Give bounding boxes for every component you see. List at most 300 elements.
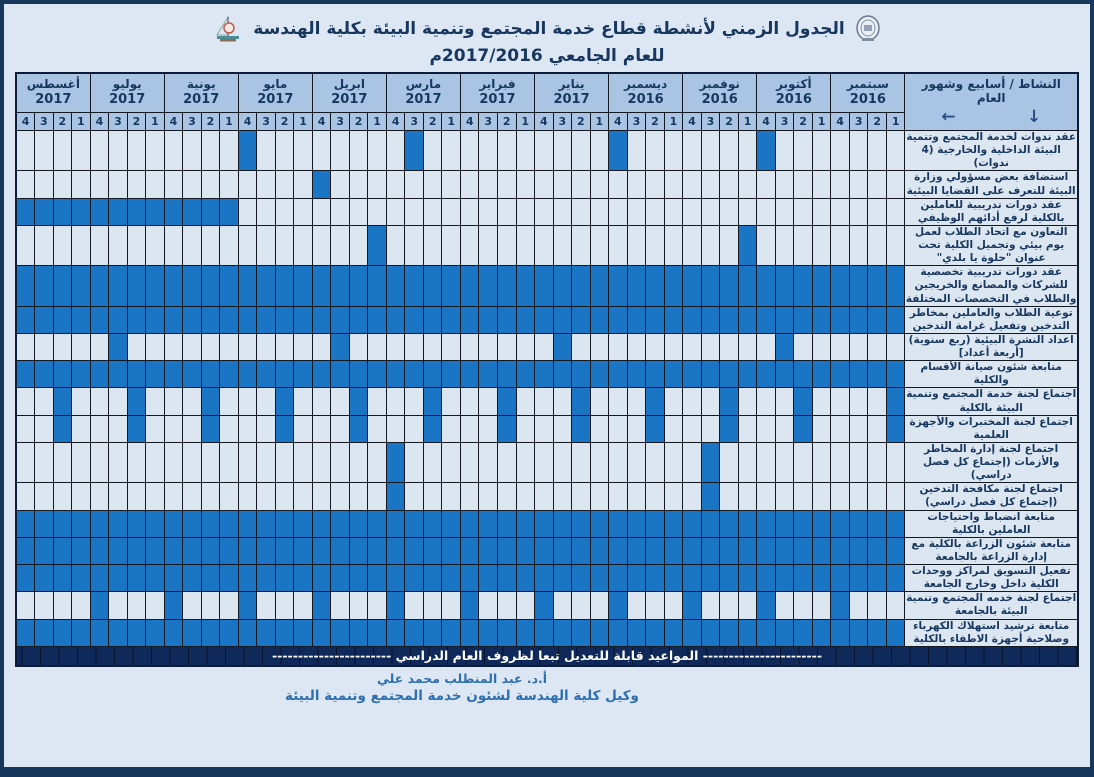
empty-week-cell bbox=[720, 483, 739, 510]
empty-week-cell bbox=[257, 388, 276, 415]
week-number-header: 3 bbox=[331, 113, 350, 131]
empty-week-cell bbox=[405, 225, 424, 265]
scheduled-week-cell bbox=[701, 565, 720, 592]
empty-week-cell bbox=[609, 171, 628, 198]
scheduled-week-cell bbox=[460, 266, 479, 306]
empty-week-cell bbox=[738, 388, 757, 415]
corner-header-label: النشاط / أسابيع وشهور العام bbox=[921, 77, 1061, 105]
activity-label: اجتماع لجنة المختبرات والأجهزة العلمية bbox=[905, 415, 1078, 442]
empty-week-cell bbox=[460, 333, 479, 360]
scheduled-week-cell bbox=[794, 388, 813, 415]
week-number-header: 2 bbox=[497, 113, 516, 131]
activities-months-corner-header bbox=[905, 73, 1078, 131]
empty-week-cell bbox=[701, 388, 720, 415]
scheduled-week-cell bbox=[831, 537, 850, 564]
empty-week-cell bbox=[35, 592, 54, 619]
empty-week-cell bbox=[201, 592, 220, 619]
scheduled-week-cell bbox=[331, 266, 350, 306]
scheduled-week-cell bbox=[53, 388, 72, 415]
empty-week-cell bbox=[849, 171, 868, 198]
signature-block bbox=[0, 671, 1005, 704]
scheduled-week-cell bbox=[683, 592, 702, 619]
empty-week-cell bbox=[738, 333, 757, 360]
scheduled-week-cell bbox=[164, 619, 183, 646]
scheduled-week-cell bbox=[572, 266, 591, 306]
scheduled-week-cell bbox=[90, 537, 109, 564]
empty-week-cell bbox=[775, 592, 794, 619]
activity-label: تفعيل التسويق لمراكز ووحدات الكلية داخل وخارج الجامعة bbox=[905, 565, 1078, 592]
empty-week-cell bbox=[442, 483, 461, 510]
scheduled-week-cell bbox=[646, 388, 665, 415]
activity-label: اجتماع لجنة إدارة المخاطر والأزمات (إجتماع كل فصل دراسي) bbox=[905, 442, 1078, 482]
empty-week-cell bbox=[812, 442, 831, 482]
scheduled-week-cell bbox=[294, 266, 313, 306]
scheduled-week-cell bbox=[183, 619, 202, 646]
empty-week-cell bbox=[146, 483, 165, 510]
scheduled-week-cell bbox=[831, 306, 850, 333]
scheduled-week-cell bbox=[238, 306, 257, 333]
scheduled-week-cell bbox=[386, 361, 405, 388]
scheduled-week-cell bbox=[757, 361, 776, 388]
scheduled-week-cell bbox=[516, 619, 535, 646]
scheduled-week-cell bbox=[812, 537, 831, 564]
scheduled-week-cell bbox=[386, 306, 405, 333]
scheduled-week-cell bbox=[109, 266, 128, 306]
empty-week-cell bbox=[16, 388, 35, 415]
empty-week-cell bbox=[312, 388, 331, 415]
empty-week-cell bbox=[664, 442, 683, 482]
empty-week-cell bbox=[405, 483, 424, 510]
scheduled-week-cell bbox=[868, 537, 887, 564]
scheduled-week-cell bbox=[312, 619, 331, 646]
scheduled-week-cell bbox=[16, 565, 35, 592]
empty-week-cell bbox=[516, 333, 535, 360]
empty-week-cell bbox=[868, 171, 887, 198]
empty-week-cell bbox=[220, 131, 239, 171]
empty-week-cell bbox=[53, 225, 72, 265]
week-number-header: 1 bbox=[294, 113, 313, 131]
scheduled-week-cell bbox=[497, 415, 516, 442]
scheduled-week-cell bbox=[572, 388, 591, 415]
scheduled-week-cell bbox=[127, 198, 146, 225]
empty-week-cell bbox=[442, 415, 461, 442]
scheduled-week-cell bbox=[683, 266, 702, 306]
empty-week-cell bbox=[368, 415, 387, 442]
scheduled-week-cell bbox=[683, 565, 702, 592]
empty-week-cell bbox=[35, 415, 54, 442]
empty-week-cell bbox=[572, 198, 591, 225]
empty-week-cell bbox=[535, 131, 554, 171]
empty-week-cell bbox=[868, 198, 887, 225]
activity-label: توعية الطلاب والعاملين بمخاطر التدخين وتفعيل غرامة التدخين bbox=[905, 306, 1078, 333]
month-header bbox=[535, 73, 609, 113]
scheduled-week-cell bbox=[183, 510, 202, 537]
scheduled-week-cell bbox=[90, 510, 109, 537]
empty-week-cell bbox=[738, 198, 757, 225]
scheduled-week-cell bbox=[35, 565, 54, 592]
activity-label: عقد دورات تدريبية للعاملين بالكلية لرفع أدائهم الوظيفي bbox=[905, 198, 1078, 225]
empty-week-cell bbox=[590, 483, 609, 510]
scheduled-week-cell bbox=[609, 592, 628, 619]
scheduled-week-cell bbox=[794, 266, 813, 306]
scheduled-week-cell bbox=[164, 306, 183, 333]
empty-week-cell bbox=[794, 198, 813, 225]
empty-week-cell bbox=[535, 415, 554, 442]
scheduled-week-cell bbox=[183, 565, 202, 592]
scheduled-week-cell bbox=[627, 510, 646, 537]
scheduled-week-cell bbox=[849, 565, 868, 592]
scheduled-week-cell bbox=[90, 361, 109, 388]
activity-label: متابعة ترشيد استهلاك الكهرباء وصلاحية أجهزة الاطفاء بالكلية bbox=[905, 619, 1078, 646]
activity-label: استضافة بعض مسؤولي وزارة البيئة للتعرف على القضايا البيئية bbox=[905, 171, 1078, 198]
scheduled-week-cell bbox=[775, 266, 794, 306]
scheduled-week-cell bbox=[794, 537, 813, 564]
scheduled-week-cell bbox=[423, 388, 442, 415]
scheduled-week-cell bbox=[535, 306, 554, 333]
scheduled-week-cell bbox=[738, 619, 757, 646]
scheduled-week-cell bbox=[757, 619, 776, 646]
empty-week-cell bbox=[368, 198, 387, 225]
empty-week-cell bbox=[572, 592, 591, 619]
empty-week-cell bbox=[683, 171, 702, 198]
empty-week-cell bbox=[257, 333, 276, 360]
scheduled-week-cell bbox=[794, 361, 813, 388]
empty-week-cell bbox=[609, 483, 628, 510]
empty-week-cell bbox=[497, 131, 516, 171]
scheduled-week-cell bbox=[683, 361, 702, 388]
empty-week-cell bbox=[275, 483, 294, 510]
scheduled-week-cell bbox=[738, 361, 757, 388]
scheduled-week-cell bbox=[183, 198, 202, 225]
scheduled-week-cell bbox=[275, 306, 294, 333]
empty-week-cell bbox=[868, 333, 887, 360]
activities-schedule-table bbox=[15, 72, 1079, 667]
scheduled-week-cell bbox=[164, 266, 183, 306]
scheduled-week-cell bbox=[701, 537, 720, 564]
scheduled-week-cell bbox=[331, 619, 350, 646]
scheduled-week-cell bbox=[460, 361, 479, 388]
scheduled-week-cell bbox=[257, 361, 276, 388]
empty-week-cell bbox=[257, 131, 276, 171]
empty-week-cell bbox=[479, 388, 498, 415]
empty-week-cell bbox=[368, 388, 387, 415]
activity-label: اجتماع لجنة مكافحة التدخين (إجتماع كل فصل دراسي) bbox=[905, 483, 1078, 510]
empty-week-cell bbox=[812, 333, 831, 360]
empty-week-cell bbox=[535, 388, 554, 415]
month-name: يوليو bbox=[112, 77, 142, 92]
empty-week-cell bbox=[868, 388, 887, 415]
empty-week-cell bbox=[312, 442, 331, 482]
week-number-header: 2 bbox=[275, 113, 294, 131]
scheduled-week-cell bbox=[572, 537, 591, 564]
empty-week-cell bbox=[35, 171, 54, 198]
scheduled-week-cell bbox=[53, 361, 72, 388]
month-year: 2016 bbox=[775, 92, 812, 108]
scheduled-week-cell bbox=[275, 266, 294, 306]
empty-week-cell bbox=[664, 592, 683, 619]
scheduled-week-cell bbox=[349, 510, 368, 537]
scheduled-week-cell bbox=[664, 266, 683, 306]
scheduled-week-cell bbox=[368, 619, 387, 646]
empty-week-cell bbox=[535, 198, 554, 225]
scheduled-week-cell bbox=[90, 306, 109, 333]
scheduled-week-cell bbox=[757, 510, 776, 537]
empty-week-cell bbox=[238, 198, 257, 225]
empty-week-cell bbox=[127, 225, 146, 265]
scheduled-week-cell bbox=[275, 510, 294, 537]
scheduled-week-cell bbox=[442, 565, 461, 592]
empty-week-cell bbox=[90, 131, 109, 171]
scheduled-week-cell bbox=[812, 361, 831, 388]
empty-week-cell bbox=[442, 131, 461, 171]
empty-week-cell bbox=[331, 131, 350, 171]
scheduled-week-cell bbox=[146, 510, 165, 537]
scheduled-week-cell bbox=[423, 619, 442, 646]
empty-week-cell bbox=[238, 442, 257, 482]
scheduled-week-cell bbox=[831, 266, 850, 306]
activity-row bbox=[16, 442, 1078, 482]
month-name: يناير bbox=[558, 77, 585, 92]
scheduled-week-cell bbox=[775, 565, 794, 592]
empty-week-cell bbox=[812, 415, 831, 442]
scheduled-week-cell bbox=[53, 510, 72, 537]
empty-week-cell bbox=[349, 483, 368, 510]
scheduled-week-cell bbox=[35, 361, 54, 388]
empty-week-cell bbox=[294, 131, 313, 171]
scheduled-week-cell bbox=[627, 565, 646, 592]
scheduled-week-cell bbox=[516, 537, 535, 564]
empty-week-cell bbox=[183, 333, 202, 360]
month-header bbox=[386, 73, 460, 113]
activity-label: التعاون مع اتحاد الطلاب لعمل يوم بيئي وتجميل الكلية تحت عنوان "حلوة يا بلدي" bbox=[905, 225, 1078, 265]
empty-week-cell bbox=[109, 388, 128, 415]
empty-week-cell bbox=[386, 415, 405, 442]
week-number-header: 3 bbox=[701, 113, 720, 131]
scheduled-week-cell bbox=[646, 565, 665, 592]
empty-week-cell bbox=[294, 225, 313, 265]
scheduled-week-cell bbox=[794, 565, 813, 592]
empty-week-cell bbox=[405, 415, 424, 442]
scheduled-week-cell bbox=[294, 510, 313, 537]
empty-week-cell bbox=[460, 415, 479, 442]
empty-week-cell bbox=[646, 483, 665, 510]
scheduled-week-cell bbox=[405, 619, 424, 646]
month-name: ديسمبر bbox=[623, 77, 668, 92]
empty-week-cell bbox=[553, 131, 572, 171]
scheduled-week-cell bbox=[127, 537, 146, 564]
month-name: فبراير bbox=[479, 77, 516, 92]
empty-week-cell bbox=[868, 442, 887, 482]
empty-week-cell bbox=[423, 592, 442, 619]
scheduled-week-cell bbox=[553, 510, 572, 537]
scheduled-week-cell bbox=[146, 565, 165, 592]
empty-week-cell bbox=[460, 225, 479, 265]
scheduled-week-cell bbox=[257, 537, 276, 564]
activity-row bbox=[16, 198, 1078, 225]
scheduled-week-cell bbox=[627, 537, 646, 564]
scheduled-week-cell bbox=[497, 361, 516, 388]
scheduled-week-cell bbox=[590, 510, 609, 537]
empty-week-cell bbox=[146, 131, 165, 171]
scheduled-week-cell bbox=[572, 565, 591, 592]
scheduled-week-cell bbox=[886, 306, 905, 333]
month-year: 2017 bbox=[35, 92, 72, 108]
empty-week-cell bbox=[386, 198, 405, 225]
scheduled-week-cell bbox=[701, 442, 720, 482]
scheduled-week-cell bbox=[109, 198, 128, 225]
empty-week-cell bbox=[275, 131, 294, 171]
empty-week-cell bbox=[127, 592, 146, 619]
activity-row bbox=[16, 592, 1078, 619]
scheduled-week-cell bbox=[109, 361, 128, 388]
scheduled-week-cell bbox=[609, 306, 628, 333]
week-number-header: 3 bbox=[35, 113, 54, 131]
scheduled-week-cell bbox=[868, 361, 887, 388]
scheduled-week-cell bbox=[275, 565, 294, 592]
empty-week-cell bbox=[164, 171, 183, 198]
scheduled-week-cell bbox=[590, 266, 609, 306]
week-number-header: 2 bbox=[646, 113, 665, 131]
scheduled-week-cell bbox=[257, 266, 276, 306]
scheduled-week-cell bbox=[164, 565, 183, 592]
empty-week-cell bbox=[683, 483, 702, 510]
empty-week-cell bbox=[423, 198, 442, 225]
scheduled-week-cell bbox=[201, 537, 220, 564]
empty-week-cell bbox=[16, 225, 35, 265]
scheduled-week-cell bbox=[646, 537, 665, 564]
scheduled-week-cell bbox=[16, 619, 35, 646]
scheduled-week-cell bbox=[53, 198, 72, 225]
empty-week-cell bbox=[146, 333, 165, 360]
empty-week-cell bbox=[90, 388, 109, 415]
scheduled-week-cell bbox=[460, 537, 479, 564]
scheduled-week-cell bbox=[90, 266, 109, 306]
empty-week-cell bbox=[35, 131, 54, 171]
empty-week-cell bbox=[868, 415, 887, 442]
scheduled-week-cell bbox=[572, 306, 591, 333]
scheduled-week-cell bbox=[757, 306, 776, 333]
scheduled-week-cell bbox=[312, 565, 331, 592]
scheduled-week-cell bbox=[886, 619, 905, 646]
scheduled-week-cell bbox=[72, 565, 91, 592]
empty-week-cell bbox=[627, 131, 646, 171]
empty-week-cell bbox=[72, 131, 91, 171]
month-year: 2017 bbox=[479, 92, 516, 108]
activity-row bbox=[16, 483, 1078, 510]
empty-week-cell bbox=[331, 225, 350, 265]
empty-week-cell bbox=[572, 442, 591, 482]
scheduled-week-cell bbox=[535, 266, 554, 306]
week-number-header: 4 bbox=[238, 113, 257, 131]
scheduled-week-cell bbox=[535, 565, 554, 592]
week-number-header: 2 bbox=[868, 113, 887, 131]
empty-week-cell bbox=[590, 442, 609, 482]
scheduled-week-cell bbox=[516, 266, 535, 306]
scheduled-week-cell bbox=[423, 510, 442, 537]
week-number-header: 4 bbox=[757, 113, 776, 131]
empty-week-cell bbox=[220, 415, 239, 442]
empty-week-cell bbox=[627, 592, 646, 619]
week-number-header: 1 bbox=[590, 113, 609, 131]
week-number-header: 1 bbox=[442, 113, 461, 131]
scheduled-week-cell bbox=[405, 266, 424, 306]
scheduled-week-cell bbox=[516, 306, 535, 333]
scheduled-week-cell bbox=[720, 510, 739, 537]
empty-week-cell bbox=[590, 592, 609, 619]
empty-week-cell bbox=[497, 333, 516, 360]
empty-week-cell bbox=[442, 171, 461, 198]
month-year: 2017 bbox=[183, 92, 220, 108]
empty-week-cell bbox=[16, 483, 35, 510]
scheduled-week-cell bbox=[831, 565, 850, 592]
scheduled-week-cell bbox=[831, 592, 850, 619]
scheduled-week-cell bbox=[109, 537, 128, 564]
scheduled-week-cell bbox=[609, 510, 628, 537]
empty-week-cell bbox=[757, 415, 776, 442]
scheduled-week-cell bbox=[331, 537, 350, 564]
empty-week-cell bbox=[590, 225, 609, 265]
scheduled-week-cell bbox=[794, 415, 813, 442]
empty-week-cell bbox=[275, 225, 294, 265]
scheduled-week-cell bbox=[479, 306, 498, 333]
month-header bbox=[90, 73, 164, 113]
empty-week-cell bbox=[16, 171, 35, 198]
scheduled-week-cell bbox=[16, 537, 35, 564]
scheduled-week-cell bbox=[775, 333, 794, 360]
scheduled-week-cell bbox=[849, 361, 868, 388]
empty-week-cell bbox=[849, 483, 868, 510]
scheduled-week-cell bbox=[109, 619, 128, 646]
scheduled-week-cell bbox=[349, 266, 368, 306]
activity-label: متابعة شئون صيانة الأقسام والكلية bbox=[905, 361, 1078, 388]
empty-week-cell bbox=[35, 442, 54, 482]
faculty-logo-icon bbox=[213, 15, 243, 43]
week-number-header: 4 bbox=[831, 113, 850, 131]
scheduled-week-cell bbox=[257, 306, 276, 333]
scheduled-week-cell bbox=[238, 565, 257, 592]
scheduled-week-cell bbox=[53, 306, 72, 333]
scheduled-week-cell bbox=[831, 361, 850, 388]
empty-week-cell bbox=[294, 483, 313, 510]
week-number-header: 4 bbox=[16, 113, 35, 131]
scheduled-week-cell bbox=[312, 266, 331, 306]
scheduled-week-cell bbox=[238, 131, 257, 171]
empty-week-cell bbox=[275, 171, 294, 198]
activity-label: عقد دورات تدريبية تخصصية للشركات والمصانع والخريجين والطلاب في التخصصات المختلفة bbox=[905, 266, 1077, 305]
scheduled-week-cell bbox=[775, 537, 794, 564]
scheduled-week-cell bbox=[275, 537, 294, 564]
empty-week-cell bbox=[275, 333, 294, 360]
scheduled-week-cell bbox=[238, 619, 257, 646]
empty-week-cell bbox=[738, 442, 757, 482]
empty-week-cell bbox=[460, 483, 479, 510]
empty-week-cell bbox=[683, 333, 702, 360]
scheduled-week-cell bbox=[479, 266, 498, 306]
scheduled-week-cell bbox=[442, 361, 461, 388]
empty-week-cell bbox=[201, 442, 220, 482]
scheduled-week-cell bbox=[312, 306, 331, 333]
week-number-header: 3 bbox=[109, 113, 128, 131]
empty-week-cell bbox=[627, 198, 646, 225]
scheduled-week-cell bbox=[183, 537, 202, 564]
empty-week-cell bbox=[683, 131, 702, 171]
scheduled-week-cell bbox=[35, 266, 54, 306]
empty-week-cell bbox=[35, 225, 54, 265]
empty-week-cell bbox=[553, 592, 572, 619]
scheduled-week-cell bbox=[368, 537, 387, 564]
scheduled-week-cell bbox=[886, 388, 905, 415]
activity-row bbox=[16, 361, 1078, 388]
